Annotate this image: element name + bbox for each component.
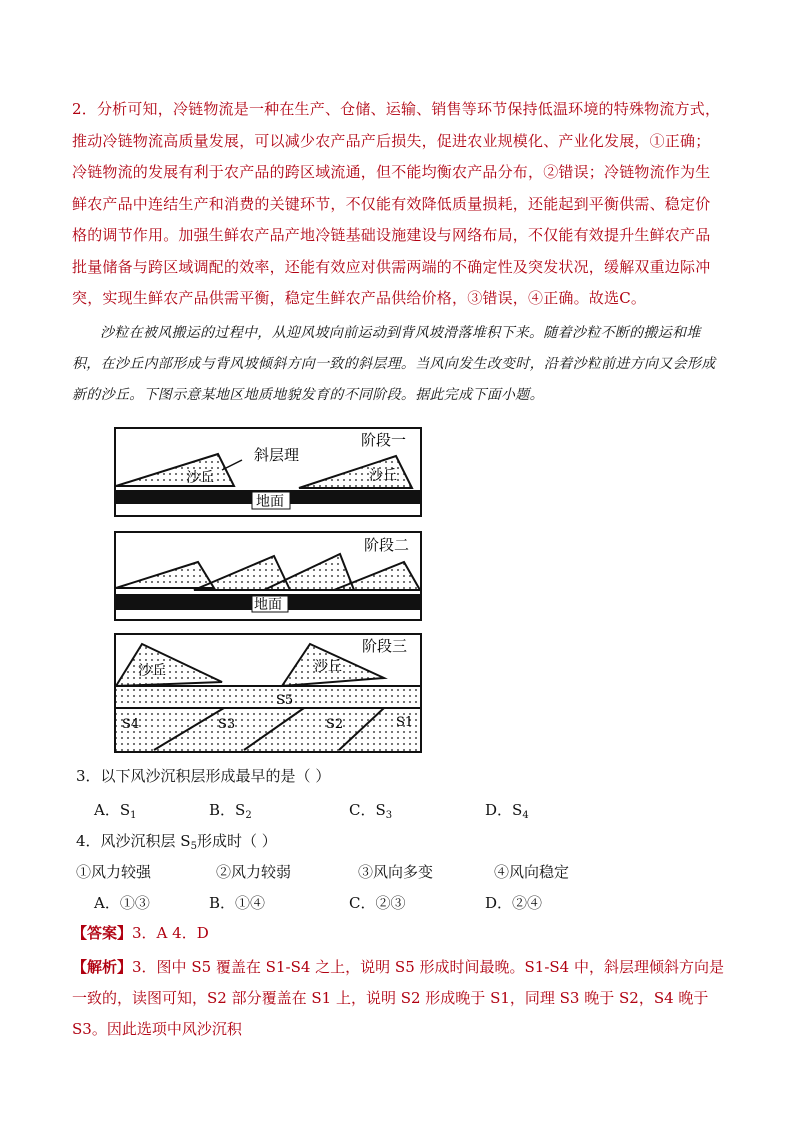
q4-item-3: ③风向多变 [358,863,434,881]
answer-text: 3．A 4．D [132,924,209,942]
layer-s1-label: S1 [396,715,414,730]
dune-label-3: 沙丘 [138,663,166,679]
dune-label-1: 沙丘 [186,470,214,486]
dune-stages-diagram [114,424,424,754]
q4-option-c[interactable]: C．②③ [349,894,406,912]
cross-bedding-label: 斜层理 [254,446,300,464]
q4-item-1: ①风力较强 [76,863,152,881]
dune-label-2: 沙丘 [369,468,397,484]
q3-option-c[interactable]: C．$S_3$ [349,801,393,821]
layer-s3-label: S3 [218,717,236,732]
analysis-paragraph: 2．分析可知，冷链物流是一种在生产、仓储、运输、销售等环节保持低温环境的特殊物流方式，推动冷链物流高质量发展，可以减少农产品产后损失，促进农业规模化、产业化发展，①正确；冷链物流的发展有利于农产品的跨区域流通，但不能均衡农产品分布，②错误；冷链物流作为生鲜农产品中连结生产和消费的关键环节，不仅能有效降低质量损耗，还能起到平衡供需、稳定价格的调节作用。加强生鲜农产品产地冷链基础设施建设与网络布局，不仅能有效提升生鲜农产品批量储备与跨区域调配的效率，还能有效应对供需两端的不确定性及突发状况，缓解双重边际冲突，实现生鲜农产品供需平衡，稳定生鲜农产品供给价格，③错误，④正确。故选C。 [72,100,721,307]
stage-one-label: 阶段一 [361,431,407,449]
stage-three-label: 阶段三 [362,637,408,655]
explanation-label: 【解析】 [72,958,133,976]
ground-label-1: 地面 [256,494,284,510]
explanation-text: 3．图中 S5 覆盖在 S1-S4 之上，说明 S5 形成时间最晚。S1-S4 中，斜层理倾斜方向是一致的，读图可知，S2 部分覆盖在 S1 上，说明 S2 形成晚于 S1，同理 S3 晚于 S2，S4 晚于 S3。因此选项中风沙沉积 [72,958,724,1038]
layer-s2-label: S2 [326,717,344,732]
q4-option-a[interactable]: A．①③ [94,894,150,912]
layer-s4-label: S4 [122,717,140,732]
answer-label: 【答案】 [72,924,133,942]
ground-label-2: 地面 [254,597,282,613]
stage-two-label: 阶段二 [364,536,410,554]
layer-s5-label: S5 [276,693,294,708]
q3-option-d[interactable]: D．$S_4$ [485,801,529,821]
explanation-paragraph [72,952,728,1045]
reading-passage: 沙粒在被风搬运的过程中，从迎风坡向前运动到背风坡滑落堆积下来。随着沙粒不断的搬运和堆积，在沙丘内部形成与背风坡倾斜方向一致的斜层理。当风向发生改变时，沿着沙粒前进方向又会形成新的沙丘。下图示意某地区地质地貌发育的不同阶段。据此完成下面小题。 [72,325,716,403]
dune-label-4: 沙丘 [314,659,342,675]
answer-line [72,922,209,943]
q4-item-2: ②风力较弱 [216,863,292,881]
q3-option-b[interactable]: B．$S_2$ [209,801,252,821]
q4-item-4: ④风向稳定 [494,863,570,881]
dune-stages-figure [114,424,424,754]
question-4-stem: 4．风沙沉积层 $S_5$形成时（ ） [76,832,277,852]
question-3-stem: 3．以下风沙沉积层形成最早的是（ ） [76,767,331,785]
q3-option-a[interactable]: A．$S_1$ [94,801,137,821]
q4-option-d[interactable]: D．②④ [485,894,543,912]
q4-option-b[interactable]: B．①④ [209,894,266,912]
